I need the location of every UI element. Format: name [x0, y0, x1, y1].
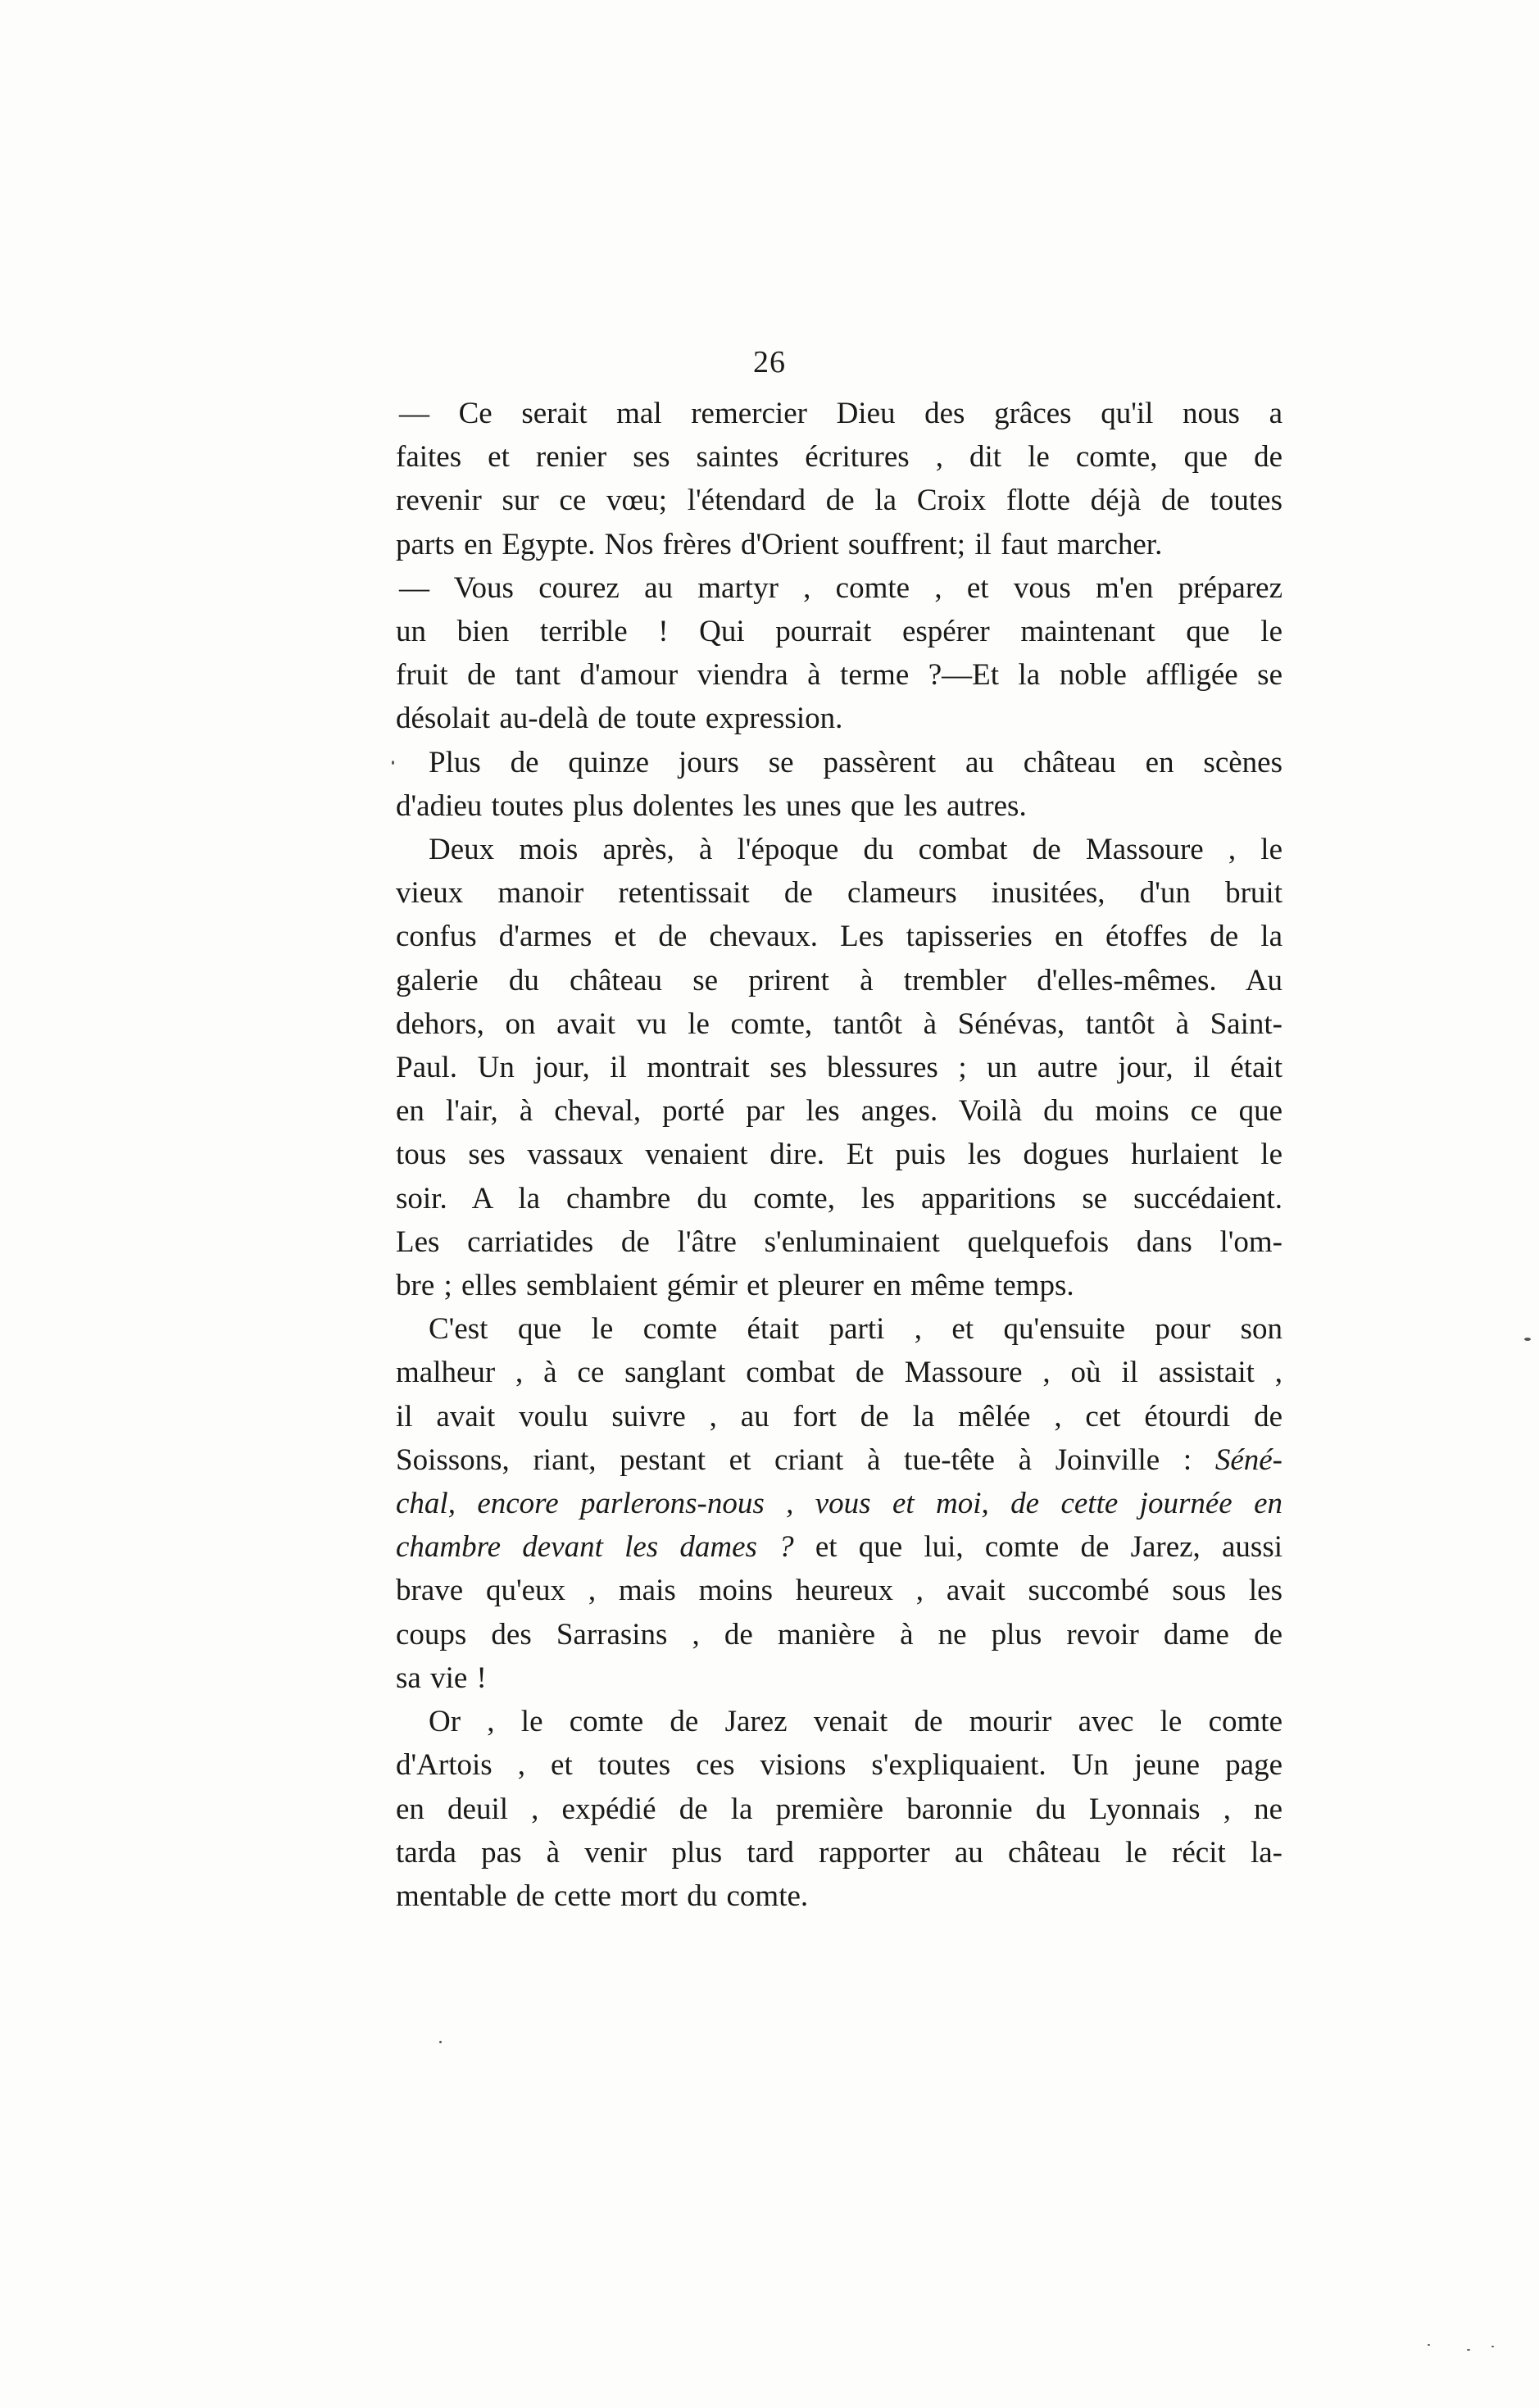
text-run: Soissons, riant, pestant et criant à tue-tête à Joinville :: [396, 1443, 1215, 1477]
text-line: [396, 1700, 1282, 1743]
italic-quote: chal, encore parlerons-nous , vous et moi, de cette journée en: [396, 1487, 1282, 1521]
text-run: — Vous courez au martyr , comte , et vous m'en préparez: [399, 570, 1282, 605]
text-line: [396, 392, 1282, 435]
text-run: en l'air, à cheval, porté par les anges. Voilà du moins ce que: [396, 1094, 1282, 1129]
paragraph: [396, 392, 1282, 566]
text-run: tarda pas à venir plus tard rapporter au château le récit la-: [396, 1835, 1282, 1870]
text-run: Paul. Un jour, il montrait ses blessures ; un autre jour, il était: [396, 1051, 1282, 1085]
text-run: d'Artois , et toutes ces visions s'expliquaient. Un jeune page: [396, 1748, 1282, 1783]
text-run: en deuil , expédié de la première baronnie du Lyonnais , ne: [396, 1792, 1282, 1826]
text-line: [396, 479, 1282, 522]
text-run: faites et renier ses saintes écritures , dit le comte, que de: [396, 440, 1282, 475]
paragraph: [396, 828, 1282, 1307]
text-line: [396, 1046, 1282, 1089]
text-line: [396, 1002, 1282, 1046]
scan-speck: [1428, 2344, 1430, 2346]
italic-quote: Séné-: [1214, 1443, 1282, 1477]
text-line: [396, 1307, 1282, 1351]
text-line: [396, 828, 1282, 871]
text-run: brave qu'eux , mais moins heureux , avait succombé sous les: [396, 1574, 1282, 1608]
text-run: sa vie !: [396, 1661, 487, 1695]
text-line: [396, 1220, 1282, 1264]
text-run: galerie du château se prirent à trembler d'elles-mêmes. Au: [396, 963, 1282, 997]
text-line: [396, 653, 1282, 697]
text-run: mentable de cette mort du comte.: [396, 1879, 809, 1913]
text-line: [396, 959, 1282, 1002]
text-run: bre ; elles semblaient gémir et pleurer en même temps.: [396, 1269, 1074, 1303]
body-text: [396, 392, 1282, 1918]
paragraph: [396, 566, 1282, 741]
text-run: et que lui, comte de Jarez, aussi: [793, 1530, 1282, 1565]
text-line: [396, 1656, 1282, 1700]
text-line: [396, 1525, 1282, 1569]
text-line: [396, 1438, 1282, 1482]
text-run: coups des Sarrasins , de manière à ne plus revoir dame de: [396, 1617, 1282, 1652]
text-line: [396, 1482, 1282, 1525]
page-number: 26: [753, 345, 786, 379]
text-line: [396, 1743, 1282, 1787]
text-line: [396, 741, 1282, 784]
text-run: — Ce serait mal remercier Dieu des grâces qu'il nous a: [399, 397, 1282, 430]
text-run: Deux mois après, à l'époque du combat de Massoure , le: [429, 833, 1282, 867]
text-line: [396, 1351, 1282, 1394]
paragraph: [396, 1700, 1282, 1918]
text-line: [396, 1264, 1282, 1307]
scan-speck: [392, 761, 394, 765]
text-run: confus d'armes et de chevaux. Les tapisseries en étoffes de la: [396, 920, 1282, 954]
text-run: un bien terrible ! Qui pourrait espérer maintenant que le: [396, 615, 1282, 649]
text-run: revenir sur ce vœu; l'étendard de la Croix flotte déjà de toutes: [396, 484, 1282, 518]
text-line: [396, 1395, 1282, 1438]
text-run: soir. A la chambre du comte, les apparitions se succédaient.: [396, 1181, 1282, 1215]
scan-speck: [1467, 2349, 1470, 2351]
text-run: Plus de quinze jours se passèrent au château en scènes: [429, 745, 1282, 779]
paragraph: [396, 1307, 1282, 1700]
text-line: [396, 566, 1282, 610]
italic-quote: chambre devant les dames ?: [396, 1530, 794, 1565]
text-run: vieux manoir retentissait de clameurs inusitées, d'un bruit: [396, 876, 1282, 911]
text-line: [396, 1133, 1282, 1176]
text-line: [396, 915, 1282, 958]
text-run: il avait voulu suivre , au fort de la mêlée , cet étourdi de: [396, 1399, 1282, 1433]
text-line: [396, 523, 1282, 566]
paragraph: [396, 741, 1282, 828]
text-line: [396, 1831, 1282, 1874]
text-run: Or , le comte de Jarez venait de mourir avec le comte: [429, 1705, 1282, 1739]
scan-speck: [1491, 2346, 1494, 2347]
text-line: [396, 1874, 1282, 1918]
text-run: C'est que le comte était parti , et qu'ensuite pour son: [429, 1312, 1282, 1347]
scan-speck: [439, 2041, 442, 2043]
text-line: [396, 610, 1282, 653]
text-run: Les carriatides de l'âtre s'enluminaient quelquefois dans l'om-: [396, 1224, 1282, 1259]
text-run: désolait au-delà de toute expression.: [396, 702, 843, 736]
text-run: tous ses vassaux venaient dire. Et puis les dogues hurlaient le: [396, 1138, 1282, 1172]
text-line: [396, 1788, 1282, 1831]
text-run: dehors, on avait vu le comte, tantôt à Sénévas, tantôt à Saint-: [396, 1006, 1282, 1041]
text-line: [396, 1089, 1282, 1133]
text-line: [396, 1177, 1282, 1220]
text-line: [396, 1569, 1282, 1612]
text-line: [396, 871, 1282, 915]
text-line: [396, 697, 1282, 740]
scan-speck: [1524, 1338, 1531, 1341]
text-run: parts en Egypte. Nos frères d'Orient souffrent; il faut marcher.: [396, 527, 1163, 561]
text-run: fruit de tant d'amour viendra à terme ?—Et la noble affligée se: [396, 658, 1282, 693]
text-line: [396, 1613, 1282, 1656]
text-line: [396, 784, 1282, 828]
text-line: [396, 435, 1282, 479]
text-run: d'adieu toutes plus dolentes les unes que les autres.: [396, 788, 1027, 823]
text-run: malheur , à ce sanglant combat de Massoure , où il assistait ,: [396, 1356, 1282, 1390]
